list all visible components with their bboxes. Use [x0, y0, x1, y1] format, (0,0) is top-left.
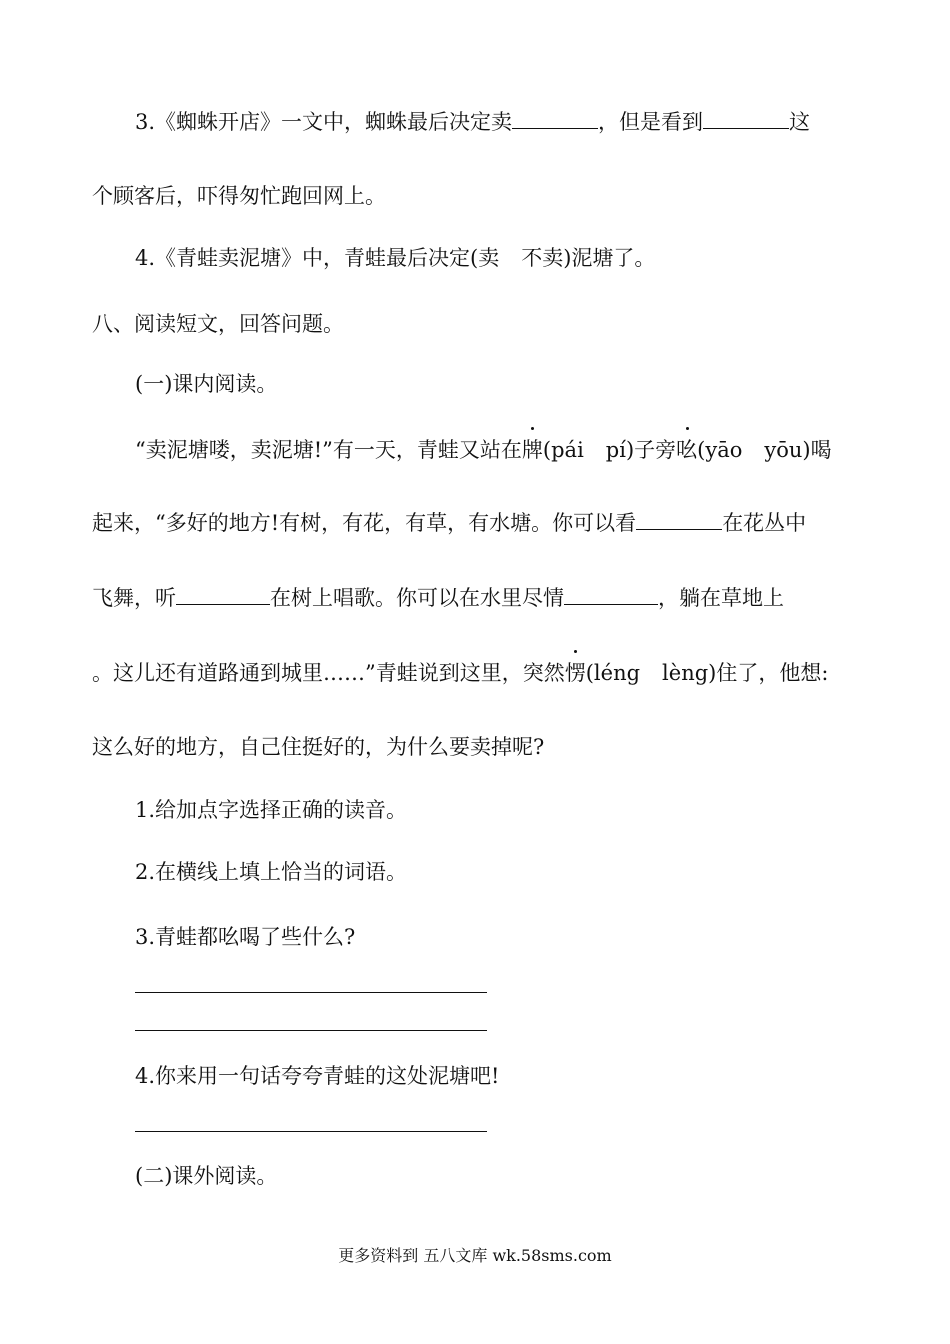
passage-l3c: ，躺在草地上 [658, 586, 784, 610]
passage-l4a: 。这儿还有道路通到城里……”青蛙说到这里，突然 [92, 661, 565, 685]
dotted-char-1: 牌 [522, 435, 543, 465]
passage-blank-1[interactable] [636, 507, 722, 530]
passage-l4c: lèng)住了，他想: [662, 661, 829, 685]
passage-line-5: 这么好的地方，自己住挺好的，为什么要卖掉呢? [92, 735, 545, 759]
q3-text-a: 3.《蜘蛛开店》一文中，蜘蛛最后决定卖 [135, 110, 513, 134]
passage-blank-2[interactable] [176, 582, 270, 605]
passage-l1e: yōu)喝 [764, 438, 832, 462]
sub-heading-extracurricular: (二)课外阅读。 [135, 1164, 278, 1188]
answer-line-q3-2[interactable] [135, 1030, 487, 1031]
question-3: 3.青蛙都吆喝了些什么? [135, 925, 356, 949]
q3-blank-1[interactable] [512, 106, 598, 129]
answer-line-q4[interactable] [135, 1131, 487, 1132]
passage-l1b: (pái [542, 438, 584, 462]
answer-line-q3-1[interactable] [135, 992, 487, 993]
passage-l2a: 起来，“多好的地方!有树，有花，有草，有水塘。你可以看 [92, 511, 637, 535]
passage-l1d: (yāo [697, 438, 743, 462]
passage-line-3 [92, 582, 858, 613]
passage-l3b: 在树上唱歌。你可以在水里尽情 [270, 586, 564, 610]
sub-heading-in-class: (一)课内阅读。 [135, 372, 278, 396]
passage-l4b: (léng [585, 661, 641, 685]
passage-l1a: “卖泥塘喽，卖泥塘!”有一天，青蛙又站在 [135, 438, 522, 462]
footer-text: 更多资料到 五八文库 wk.58sms.com [338, 1246, 612, 1265]
q3-text-c: 这 [789, 110, 811, 134]
q4-text-1: 4.《青蛙卖泥塘》中，青蛙最后决定(卖 [135, 246, 500, 270]
q4-text-2: 不卖)泥塘了。 [521, 246, 656, 270]
q3-line2: 个顾客后，吓得匆忙跑回网上。 [92, 184, 386, 208]
passage-blank-3[interactable] [564, 582, 658, 605]
passage-l1c: pí)子旁 [605, 438, 677, 462]
question-4: 4.你来用一句话夸夸青蛙的这处泥塘吧! [135, 1064, 500, 1088]
q3-text-b: ，但是看到 [598, 110, 704, 134]
question-1: 1.给加点字选择正确的读音。 [135, 798, 408, 822]
passage-l3a: 飞舞，听 [92, 586, 176, 610]
passage-line-2 [92, 507, 858, 538]
dotted-char-3: 愣 [565, 658, 586, 688]
q3-line1 [135, 106, 858, 137]
section8-heading: 八、阅读短文，回答问题。 [92, 312, 344, 336]
question-2: 2.在横线上填上恰当的词语。 [135, 860, 408, 884]
q4-line [135, 243, 858, 273]
passage-l2b: 在花丛中 [722, 511, 807, 535]
q3-blank-2[interactable] [703, 106, 789, 129]
passage-line-1 [135, 435, 858, 465]
passage-line-4 [92, 658, 858, 688]
dotted-char-2: 吆 [676, 435, 697, 465]
